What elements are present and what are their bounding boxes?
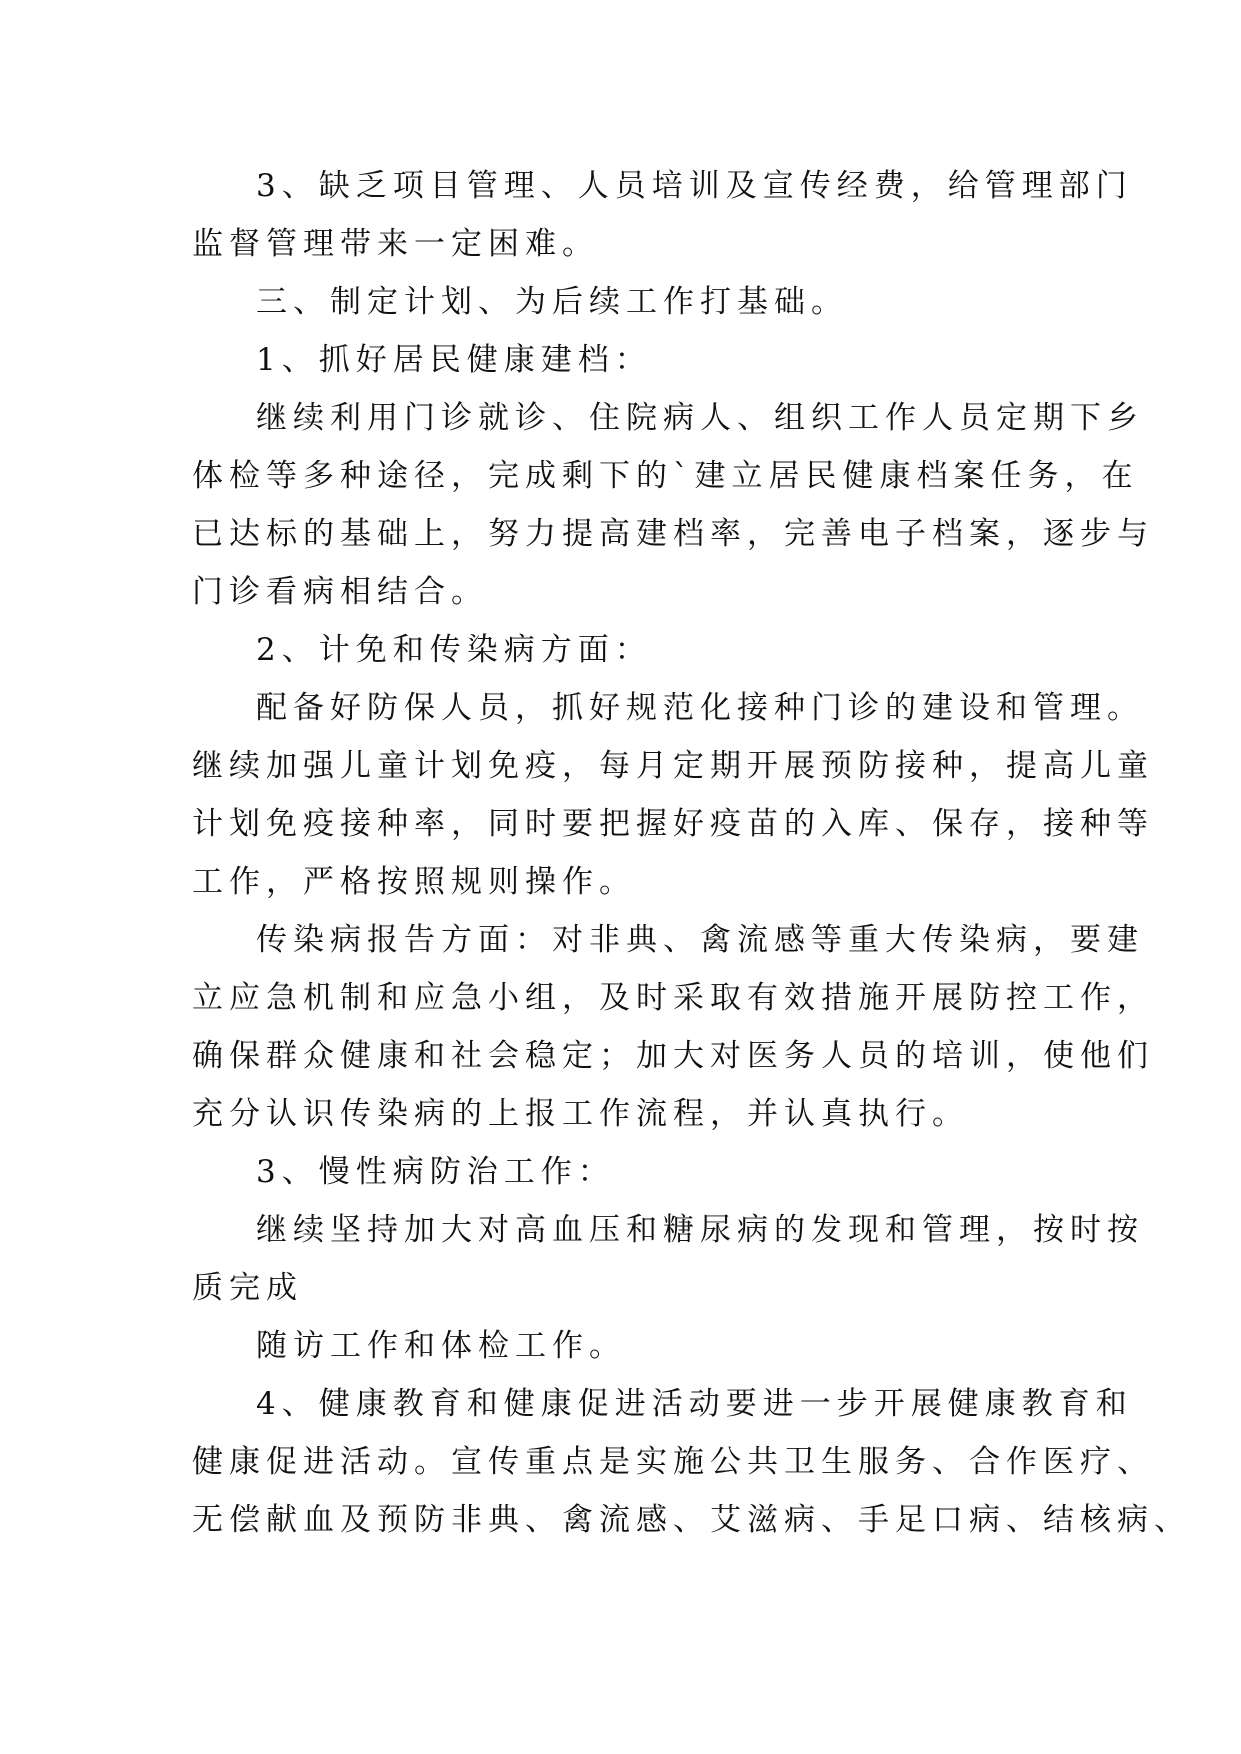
text-line: 健康促进活动。宣传重点是实施公共卫生服务、合作医疗、: [192, 1444, 1154, 1480]
text-line: 门诊看病相结合。: [192, 574, 488, 610]
text-line: 工作，严格按照规则操作。: [192, 864, 636, 900]
text-line: 随访工作和体检工作。: [256, 1328, 626, 1364]
section-heading: 三、制定计划、为后续工作打基础。: [256, 284, 848, 320]
text-line: 质完成: [192, 1270, 303, 1306]
text-line: 继续坚持加大对高血压和糖尿病的发现和管理，按时按: [256, 1212, 1144, 1248]
text-line: 立应急机制和应急小组，及时采取有效措施开展防控工作，: [192, 980, 1154, 1016]
subsection-heading: 2、计免和传染病方面：: [256, 632, 652, 668]
text-line: 体检等多种途径，完成剩下的`建立居民健康档案任务，在: [192, 458, 1139, 494]
text-line: 无偿献血及预防非典、禽流感、艾滋病、手足口病、结核病、: [192, 1502, 1191, 1538]
text-line: 3、缺乏项目管理、人员培训及宣传经费，给管理部门: [256, 168, 1133, 204]
text-line: 传染病报告方面：对非典、禽流感等重大传染病，要建: [256, 922, 1144, 958]
subsection-heading: 3、慢性病防治工作：: [256, 1154, 615, 1190]
subsection-heading: 4、健康教育和健康促进活动要进一步开展健康教育和: [256, 1386, 1133, 1422]
text-line: 计划免疫接种率，同时要把握好疫苗的入库、保存，接种等: [192, 806, 1154, 842]
text-line: 已达标的基础上，努力提高建档率，完善电子档案，逐步与: [192, 516, 1154, 552]
text-line: 继续加强儿童计划免疫，每月定期开展预防接种，提高儿童: [192, 748, 1154, 784]
text-line: 配备好防保人员，抓好规范化接种门诊的建设和管理。: [256, 690, 1144, 726]
text-line: 确保群众健康和社会稳定；加大对医务人员的培训，使他们: [192, 1038, 1154, 1074]
text-line: 监督管理带来一定困难。: [192, 226, 599, 262]
text-line: 继续利用门诊就诊、住院病人、组织工作人员定期下乡: [256, 400, 1144, 436]
subsection-heading: 1、抓好居民健康建档：: [256, 342, 652, 378]
text-line: 充分认识传染病的上报工作流程，并认真执行。: [192, 1096, 969, 1132]
